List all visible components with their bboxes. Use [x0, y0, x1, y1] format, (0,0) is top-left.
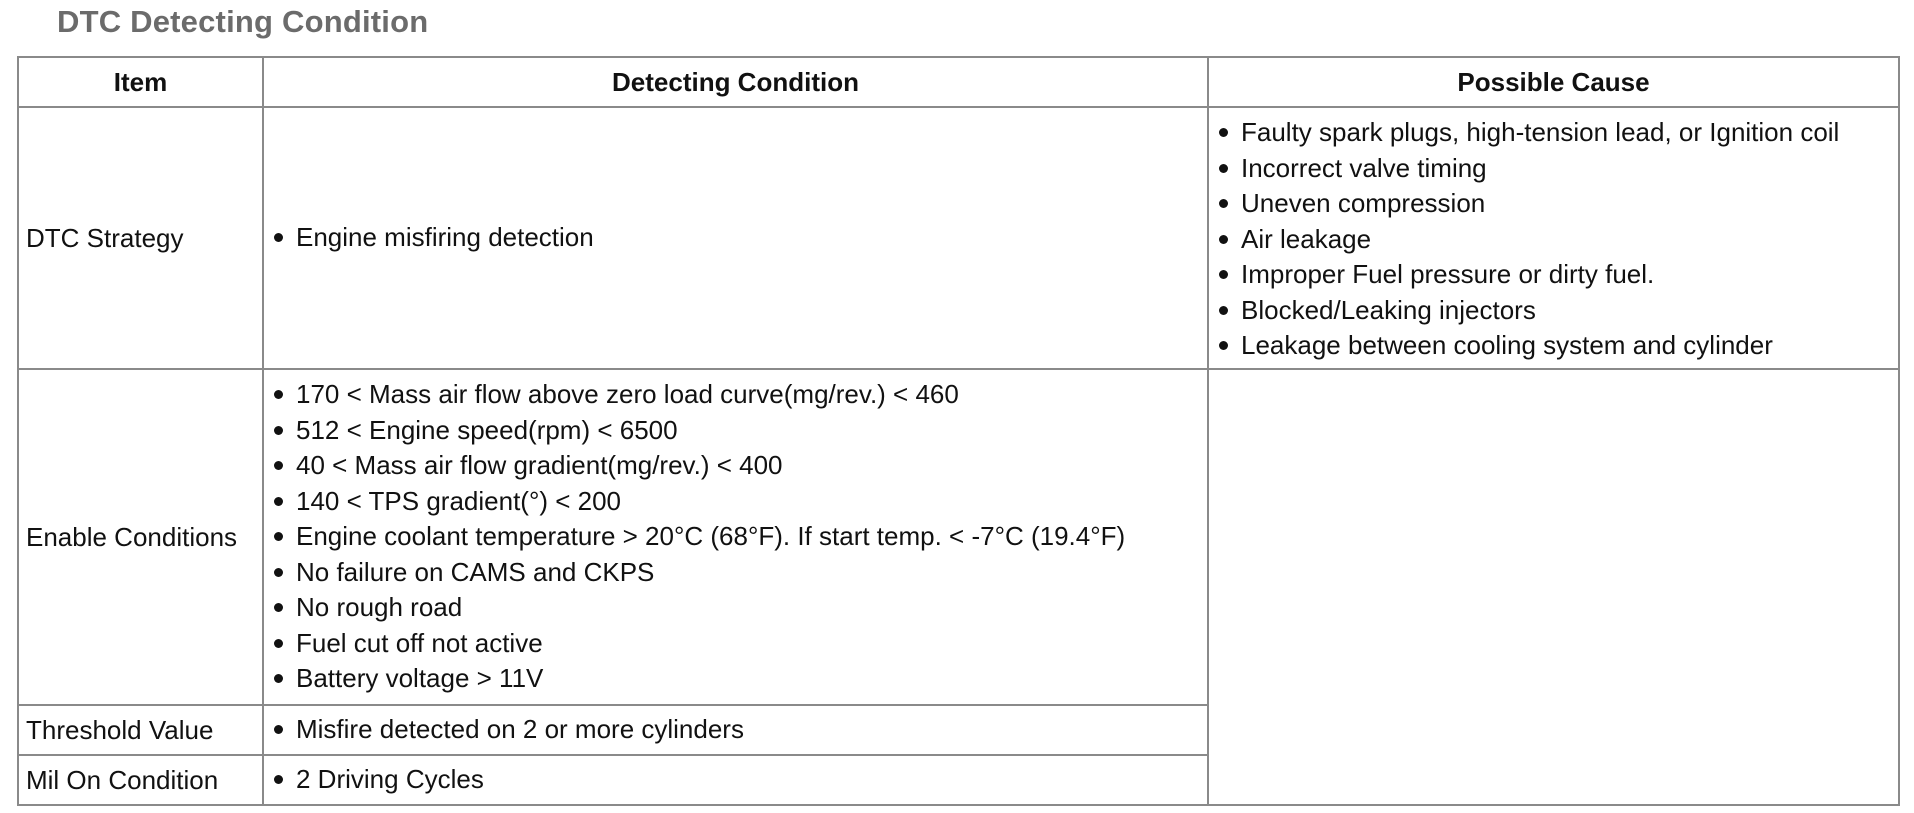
bullet-icon — [274, 426, 283, 435]
list-item — [272, 484, 1207, 520]
cause-text: Blocked/Leaking injectors — [1241, 294, 1536, 325]
bullet-icon — [274, 674, 283, 683]
condition-cell-enable-conditions — [263, 369, 1208, 705]
condition-list — [272, 762, 1207, 798]
list-item — [272, 555, 1207, 591]
condition-text: Fuel cut off not active — [296, 627, 543, 658]
list-item — [1217, 257, 1898, 293]
bullet-icon — [274, 775, 283, 784]
item-dtc-strategy: DTC Strategy — [18, 107, 263, 369]
condition-text: Engine misfiring detection — [296, 222, 594, 253]
condition-cell-dtc-strategy — [263, 107, 1208, 369]
list-item — [272, 661, 1207, 697]
condition-list — [272, 712, 1207, 748]
cause-text: Incorrect valve timing — [1241, 152, 1487, 183]
list-item — [272, 377, 1207, 413]
condition-text: 140 < TPS gradient(°) < 200 — [296, 485, 622, 516]
list-item — [1217, 328, 1898, 364]
bullet-icon — [1219, 235, 1228, 244]
list-item — [272, 626, 1207, 662]
bullet-icon — [274, 568, 283, 577]
possible-cause-list — [1217, 115, 1898, 364]
cause-text: Improper Fuel pressure or dirty fuel. — [1241, 259, 1655, 290]
table-row-enable-conditions — [18, 369, 1899, 705]
list-item — [1217, 115, 1898, 151]
cause-text: Uneven compression — [1241, 188, 1486, 219]
condition-list — [272, 377, 1207, 697]
column-header-detecting-condition: Detecting Condition — [263, 57, 1208, 107]
possible-cause-empty-cell — [1208, 369, 1899, 805]
bullet-icon — [274, 603, 283, 612]
condition-text: No failure on CAMS and CKPS — [296, 556, 655, 587]
table-header-row — [18, 57, 1899, 107]
bullet-icon — [1219, 128, 1228, 137]
bullet-icon — [274, 461, 283, 470]
list-item — [272, 762, 1207, 798]
item-threshold-value: Threshold Value — [18, 705, 263, 755]
condition-text: 170 < Mass air flow above zero load curve(mg/rev.) < 460 — [296, 379, 959, 410]
list-item — [272, 413, 1207, 449]
condition-text: No rough road — [296, 592, 463, 623]
condition-list — [272, 220, 1207, 256]
cause-text: Faulty spark plugs, high-tension lead, or Ignition coil — [1241, 117, 1840, 148]
cause-text: Leakage between cooling system and cylinder — [1241, 330, 1773, 361]
bullet-icon — [1219, 306, 1228, 315]
list-item — [1217, 222, 1898, 258]
list-item — [272, 448, 1207, 484]
bullet-icon — [274, 725, 283, 734]
condition-text: Misfire detected on 2 or more cylinders — [296, 714, 744, 745]
bullet-icon — [1219, 341, 1228, 350]
bullet-icon — [274, 233, 283, 242]
bullet-icon — [1219, 164, 1228, 173]
table-row-dtc-strategy — [18, 107, 1899, 369]
list-item — [272, 519, 1207, 555]
condition-text: Battery voltage > 11V — [296, 663, 544, 694]
item-enable-conditions: Enable Conditions — [18, 369, 263, 705]
list-item — [272, 712, 1207, 748]
list-item — [1217, 293, 1898, 329]
column-header-item: Item — [18, 57, 263, 107]
condition-text: 2 Driving Cycles — [296, 764, 484, 795]
bullet-icon — [274, 497, 283, 506]
list-item — [272, 220, 1207, 256]
condition-cell-threshold-value — [263, 705, 1208, 755]
list-item — [1217, 186, 1898, 222]
condition-text: 40 < Mass air flow gradient(mg/rev.) < 400 — [296, 450, 783, 481]
condition-text: 512 < Engine speed(rpm) < 6500 — [296, 414, 678, 445]
item-mil-on-condition: Mil On Condition — [18, 755, 263, 805]
bullet-icon — [1219, 199, 1228, 208]
condition-text: Engine coolant temperature > 20°C (68°F). If start temp. < -7°C (19.4°F) — [296, 521, 1126, 552]
list-item — [1217, 151, 1898, 187]
list-item — [272, 590, 1207, 626]
bullet-icon — [274, 639, 283, 648]
column-header-possible-cause: Possible Cause — [1208, 57, 1899, 107]
possible-cause-cell — [1208, 107, 1899, 369]
bullet-icon — [274, 390, 283, 399]
bullet-icon — [1219, 270, 1228, 279]
cause-text: Air leakage — [1241, 223, 1372, 254]
condition-cell-mil-on-condition — [263, 755, 1208, 805]
dtc-table — [17, 56, 1900, 806]
page-title: DTC Detecting Condition — [57, 4, 429, 39]
bullet-icon — [274, 532, 283, 541]
